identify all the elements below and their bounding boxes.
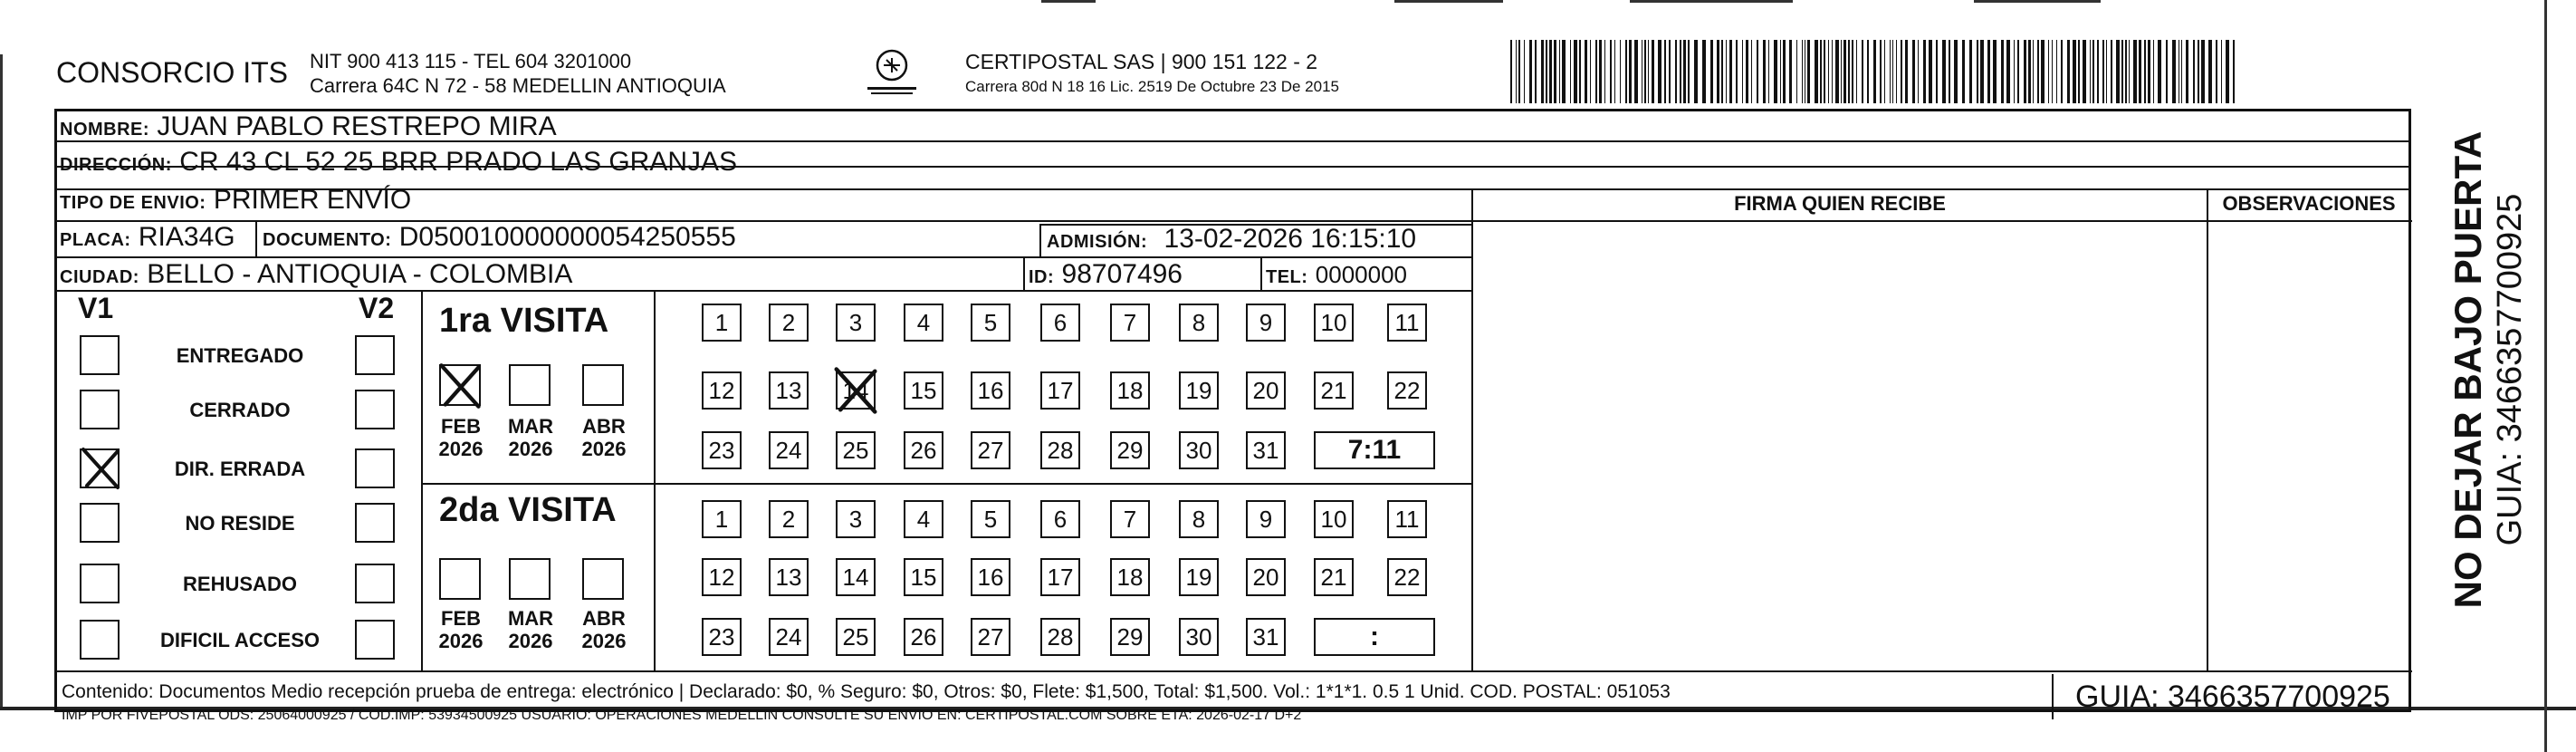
observaciones-header: OBSERVACIONES <box>2222 192 2396 215</box>
admision-field <box>1047 225 1416 256</box>
divider <box>56 670 2412 672</box>
documento-label: DOCUMENTO: <box>263 230 392 250</box>
day-box: 24 <box>769 431 809 469</box>
month-year: 2026 <box>508 438 553 460</box>
v1-checkbox <box>80 390 120 429</box>
month-year: 2026 <box>438 438 484 460</box>
day-box: 2 <box>769 304 809 342</box>
contents-line: Contenido: Documentos Medio recepción prueba de entrega: electrónico | Declarado: $0, % Seguro: $0, Otros: $0, Flete: $1,500, Total: $1,500. Vol.: 1*1*1. 0.5 1 Unid. COD. POSTAL: 051053 <box>62 681 1671 702</box>
scan-artifact <box>1974 0 2101 3</box>
v1-checkbox <box>80 564 120 603</box>
documento-field <box>263 223 736 255</box>
day-box: 11 <box>1387 500 1427 538</box>
day-box: 14 <box>836 558 876 596</box>
month-year: 2026 <box>508 630 553 652</box>
day-box: 26 <box>904 431 943 469</box>
month-year: 2026 <box>438 630 484 652</box>
month-name: FEB <box>441 415 481 438</box>
day-box: 6 <box>1040 500 1080 538</box>
admision-label: ADMISIÓN: <box>1047 232 1148 252</box>
carrier-info <box>965 49 1339 100</box>
day-box: 25 <box>836 618 876 656</box>
company-info <box>310 49 726 98</box>
day-box: 12 <box>702 558 742 596</box>
status-label: DIFICIL ACCESO <box>159 629 320 651</box>
month-name: ABR <box>582 415 626 438</box>
v1-checkbox <box>80 335 120 375</box>
direccion-label: DIRECCIÓN: <box>60 155 172 175</box>
placa-field <box>60 223 235 255</box>
day-box: 1 <box>702 500 742 538</box>
divider <box>2207 188 2208 671</box>
day-box: 29 <box>1110 618 1150 656</box>
scan-artifact <box>1041 0 1096 3</box>
day-box: 17 <box>1040 558 1080 596</box>
day-box: 21 <box>1314 371 1354 410</box>
month-checkbox <box>509 558 551 600</box>
day-box: 17 <box>1040 371 1080 410</box>
no-dejar-warning: NO DEJAR BAJO PUERTA <box>2447 130 2489 609</box>
month-label <box>502 607 560 652</box>
day-box: 23 <box>702 618 742 656</box>
day-box: 27 <box>971 618 1010 656</box>
placa-value: RIA34G <box>138 222 235 252</box>
day-box: 27 <box>971 431 1010 469</box>
scan-artifact <box>1394 0 1503 3</box>
day-box: 3 <box>836 304 876 342</box>
v2-checkbox <box>355 564 395 603</box>
day-box: 16 <box>971 558 1010 596</box>
v2-checkbox <box>355 335 395 375</box>
day-box: 5 <box>971 304 1010 342</box>
direccion-value: CR 43 CL 52 25 BRR PRADO LAS GRANJAS <box>179 147 738 177</box>
month-year: 2026 <box>581 438 627 460</box>
month-label <box>432 415 490 460</box>
divider <box>654 290 656 671</box>
day-box: 7 <box>1110 500 1150 538</box>
day-box: 9 <box>1246 304 1286 342</box>
visit-time: 7:11 <box>1314 431 1435 469</box>
day-box: 31 <box>1246 618 1286 656</box>
v2-header: V2 <box>359 292 395 324</box>
firma-header: FIRMA QUIEN RECIBE <box>1734 192 1946 215</box>
nombre-row <box>60 112 557 144</box>
month-checkbox <box>582 364 624 406</box>
divider <box>1471 188 1473 671</box>
day-box: 2 <box>769 500 809 538</box>
divider <box>255 222 257 256</box>
v2-checkbox <box>355 390 395 429</box>
day-box: 19 <box>1179 558 1219 596</box>
visit-time: : <box>1314 618 1435 656</box>
status-label: ENTREGADO <box>176 344 304 367</box>
month-label <box>575 415 633 460</box>
company-address: Carrera 64C N 72 - 58 MEDELLIN ANTIOQUIA <box>310 74 726 97</box>
month-checkbox <box>582 558 624 600</box>
day-box: 24 <box>769 618 809 656</box>
scan-edge-right <box>2544 0 2547 752</box>
documento-value: D050010000000054250555 <box>398 222 736 252</box>
tel-value: 0000000 <box>1315 261 1408 288</box>
visit-1-title: 1ra VISITA <box>439 302 609 340</box>
day-box: 4 <box>904 500 943 538</box>
day-box: 15 <box>904 558 943 596</box>
ciudad-value: BELLO - ANTIOQUIA - COLOMBIA <box>147 259 573 289</box>
day-box: 20 <box>1246 558 1286 596</box>
id-value: 98707496 <box>1061 259 1183 289</box>
side-guia-number: GUIA: 3466357700925 <box>2491 193 2529 546</box>
day-box: 21 <box>1314 558 1354 596</box>
month-label <box>432 607 490 652</box>
direccion-row <box>60 148 737 179</box>
day-box: 23 <box>702 431 742 469</box>
status-label: REHUSADO <box>183 573 297 595</box>
day-box: 1 <box>702 304 742 342</box>
month-checkbox <box>439 364 481 406</box>
day-box: 8 <box>1179 304 1219 342</box>
id-field <box>1029 260 1183 292</box>
day-box: 16 <box>971 371 1010 410</box>
v2-checkbox <box>355 503 395 543</box>
v1-checkbox <box>80 620 120 660</box>
divider <box>421 290 423 671</box>
company-name: CONSORCIO ITS <box>56 56 289 89</box>
day-box: 12 <box>702 371 742 410</box>
divider <box>1260 258 1262 290</box>
day-box: 26 <box>904 618 943 656</box>
side-notice <box>2447 131 2530 609</box>
tipo-envio-row <box>60 186 411 217</box>
ciudad-field <box>60 260 572 292</box>
carrier-address: Carrera 80d N 18 16 Lic. 2519 De Octubre 23 De 2015 <box>965 78 1339 95</box>
v1-checkbox <box>80 448 120 488</box>
carrier-name: CERTIPOSTAL SAS | 900 151 122 - 2 <box>965 50 1318 73</box>
admision-value: 13-02-2026 16:15:10 <box>1164 224 1417 254</box>
id-label: ID: <box>1029 267 1055 287</box>
nombre-label: NOMBRE: <box>60 120 150 140</box>
month-checkbox <box>439 558 481 600</box>
day-box: 13 <box>769 558 809 596</box>
divider <box>421 483 1473 485</box>
day-box: 29 <box>1110 431 1150 469</box>
scan-artifact <box>1630 0 1793 3</box>
day-box: 22 <box>1387 371 1427 410</box>
certipostal-logo <box>851 47 933 100</box>
day-box: 9 <box>1246 500 1286 538</box>
day-box: 20 <box>1246 371 1286 410</box>
day-box: 10 <box>1314 500 1354 538</box>
v2-checkbox <box>355 620 395 660</box>
print-info-line: IMP POR FIVEPOSTAL ODS: 25064000925 / COD.IMP: 53934500925 USUARIO: OPERACIONES MEDELLIN CONSULTE SU ENVIO EN: CERTIPOSTAL.COM SOBRE ETA: 2026-02-17 D+2 <box>62 708 1302 723</box>
tel-label: TEL: <box>1266 267 1308 287</box>
tel-field <box>1266 260 1407 292</box>
month-name: FEB <box>441 607 481 630</box>
day-box: 7 <box>1110 304 1150 342</box>
day-box: 30 <box>1179 431 1219 469</box>
ciudad-label: CIUDAD: <box>60 267 139 287</box>
status-label: NO RESIDE <box>185 512 295 535</box>
day-box: 14 <box>836 371 876 410</box>
placa-label: PLACA: <box>60 230 131 250</box>
day-box: 30 <box>1179 618 1219 656</box>
v2-checkbox <box>355 448 395 488</box>
day-box: 25 <box>836 431 876 469</box>
day-box: 4 <box>904 304 943 342</box>
status-label: CERRADO <box>189 399 291 421</box>
month-checkbox <box>509 364 551 406</box>
month-year: 2026 <box>581 630 627 652</box>
day-box: 15 <box>904 371 943 410</box>
day-box: 11 <box>1387 304 1427 342</box>
guia-number: GUIA: 3466357700925 <box>2052 674 2407 719</box>
month-label <box>502 415 560 460</box>
tracking-barcode <box>1510 40 2235 103</box>
day-box: 6 <box>1040 304 1080 342</box>
nit-line: NIT 900 413 115 - TEL 604 3201000 <box>310 50 632 72</box>
v1-header: V1 <box>78 292 114 324</box>
month-name: MAR <box>507 607 554 630</box>
day-box: 8 <box>1179 500 1219 538</box>
day-box: 28 <box>1040 618 1080 656</box>
month-name: MAR <box>507 415 554 438</box>
nombre-value: JUAN PABLO RESTREPO MIRA <box>157 111 557 141</box>
day-box: 3 <box>836 500 876 538</box>
month-label <box>575 607 633 652</box>
v1-checkbox <box>80 503 120 543</box>
month-name: ABR <box>582 607 626 630</box>
divider <box>1023 258 1025 290</box>
day-box: 18 <box>1110 371 1150 410</box>
day-box: 31 <box>1246 431 1286 469</box>
day-box: 19 <box>1179 371 1219 410</box>
scan-edge-left <box>0 54 3 707</box>
status-label: DIR. ERRADA <box>174 458 306 480</box>
tipo-envio-value: PRIMER ENVÍO <box>213 185 412 215</box>
day-box: 28 <box>1040 431 1080 469</box>
visit-2-title: 2da VISITA <box>439 491 617 529</box>
day-box: 18 <box>1110 558 1150 596</box>
day-box: 13 <box>769 371 809 410</box>
tipo-envio-label: TIPO DE ENVIO: <box>60 193 206 213</box>
day-box: 5 <box>971 500 1010 538</box>
day-box: 10 <box>1314 304 1354 342</box>
day-box: 22 <box>1387 558 1427 596</box>
